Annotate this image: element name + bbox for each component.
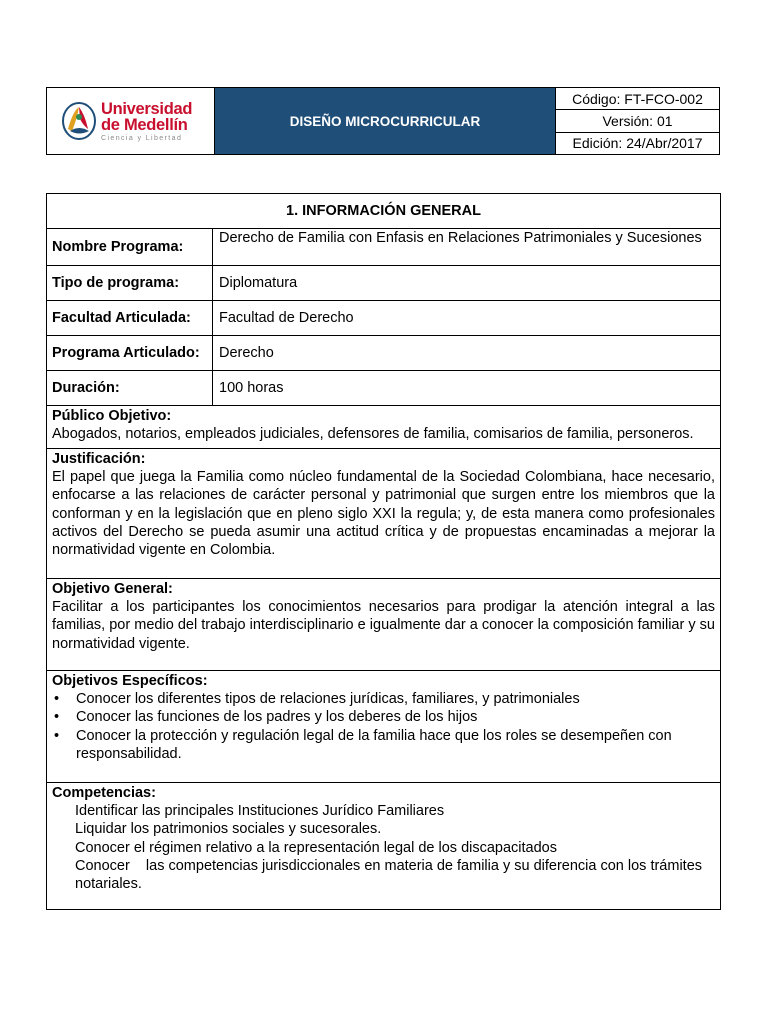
field-label: Nombre Programa: [47,229,213,265]
justification-section [47,449,720,579]
field-value: Diplomatura [219,275,298,291]
field-label: Programa Articulado: [47,336,213,370]
list-item [52,690,715,708]
section-text: Facilitar a los participantes los conocimientos necesarios para prodigar la atención integral a las familias, por medio del trabajo interdisciplinario e igualmente dar a conocer la composición familiar y su normatividad vigente. [52,599,715,652]
general-info-table [46,193,721,910]
bullet: • [54,727,60,744]
field-row-duration [47,371,720,406]
field-row-faculty [47,301,720,336]
list-item: Conocer las competencias jurisdiccionales en materia de familia y su diferencia con los trámites notariales. [75,857,707,893]
field-value: 100 horas [219,380,284,396]
section-text: El papel que juega la Familia como núcleo fundamental de la Sociedad Colombiana, hace necesario, enfocarse a las relaciones de carácter personal y patrimonial que surgen entre los miembros que la conforman y en la legislación que en pleno siglo XXI la regula; y, de esta manera como profesionales activos del Derecho se pueda asumir una actitud crítica y de propuestas encaminadas a mejorar la normatividad vigente en Colombia. [52,469,715,559]
list-item-text: Conocer la protección y regulación legal de la familia hace que los roles se desempeñen con responsabilidad. [76,727,672,762]
document-edition: Edición: 24/Abr/2017 [572,135,703,152]
competencies-section [47,783,720,909]
university-logo [47,88,215,154]
general-objective-section [47,579,720,671]
list-item: Liquidar los patrimonios sociales y sucesorales. [75,821,382,838]
field-row-linked-program [47,336,720,371]
field-label: Facultad Articulada: [47,301,213,335]
section-heading: Objetivos Específicos: [52,673,208,689]
section-heading: Justificación: [52,451,146,467]
field-value: Facultad de Derecho [219,310,354,326]
section-text: Abogados, notarios, empleados judiciales, defensores de familia, comisarios de familia, personeros. [52,426,694,443]
section-heading: Público Objetivo: [52,408,172,424]
bullet: • [54,691,60,708]
field-label: Duración: [47,371,213,405]
document-code: Código: FT-FCO-002 [556,88,719,110]
section-heading: Objetivo General: [52,581,173,597]
document-header [46,87,720,155]
list-item-text: Conocer las funciones de los padres y los deberes de los hijos [76,709,478,726]
section-heading: Competencias: [52,785,156,801]
field-value: Derecho de Familia con Enfasis en Relaciones Patrimoniales y Sucesiones [219,230,702,246]
section-title: 1. INFORMACIÓN GENERAL [47,194,720,229]
bullet: • [54,709,60,726]
field-value: Derecho [219,345,274,361]
list-item [52,727,715,763]
list-item [52,708,715,726]
target-audience-section [47,406,720,449]
specific-objectives-section [47,671,720,783]
document-version: Versión: 01 [556,110,719,132]
field-row-program-type [47,266,720,301]
logo-line-1: Universidad [101,99,193,118]
field-label: Tipo de programa: [47,266,213,300]
document-title: DISEÑO MICROCURRICULAR [215,88,555,154]
list-item: Identificar las principales Instituciones Jurídico Familiares [75,803,445,820]
logo-tagline: Ciencia y Libertad [101,134,183,142]
list-item-text: Conocer los diferentes tipos de relaciones jurídicas, familiares, y patrimoniales [76,691,580,708]
university-emblem-icon [61,101,97,141]
logo-line-2: de Medellín [101,116,188,134]
competencies-list [52,802,715,893]
field-row-program-name [47,229,720,266]
list-item: Conocer el régimen relativo a la representación legal de los discapacitados [75,839,557,856]
document-meta [555,88,719,154]
